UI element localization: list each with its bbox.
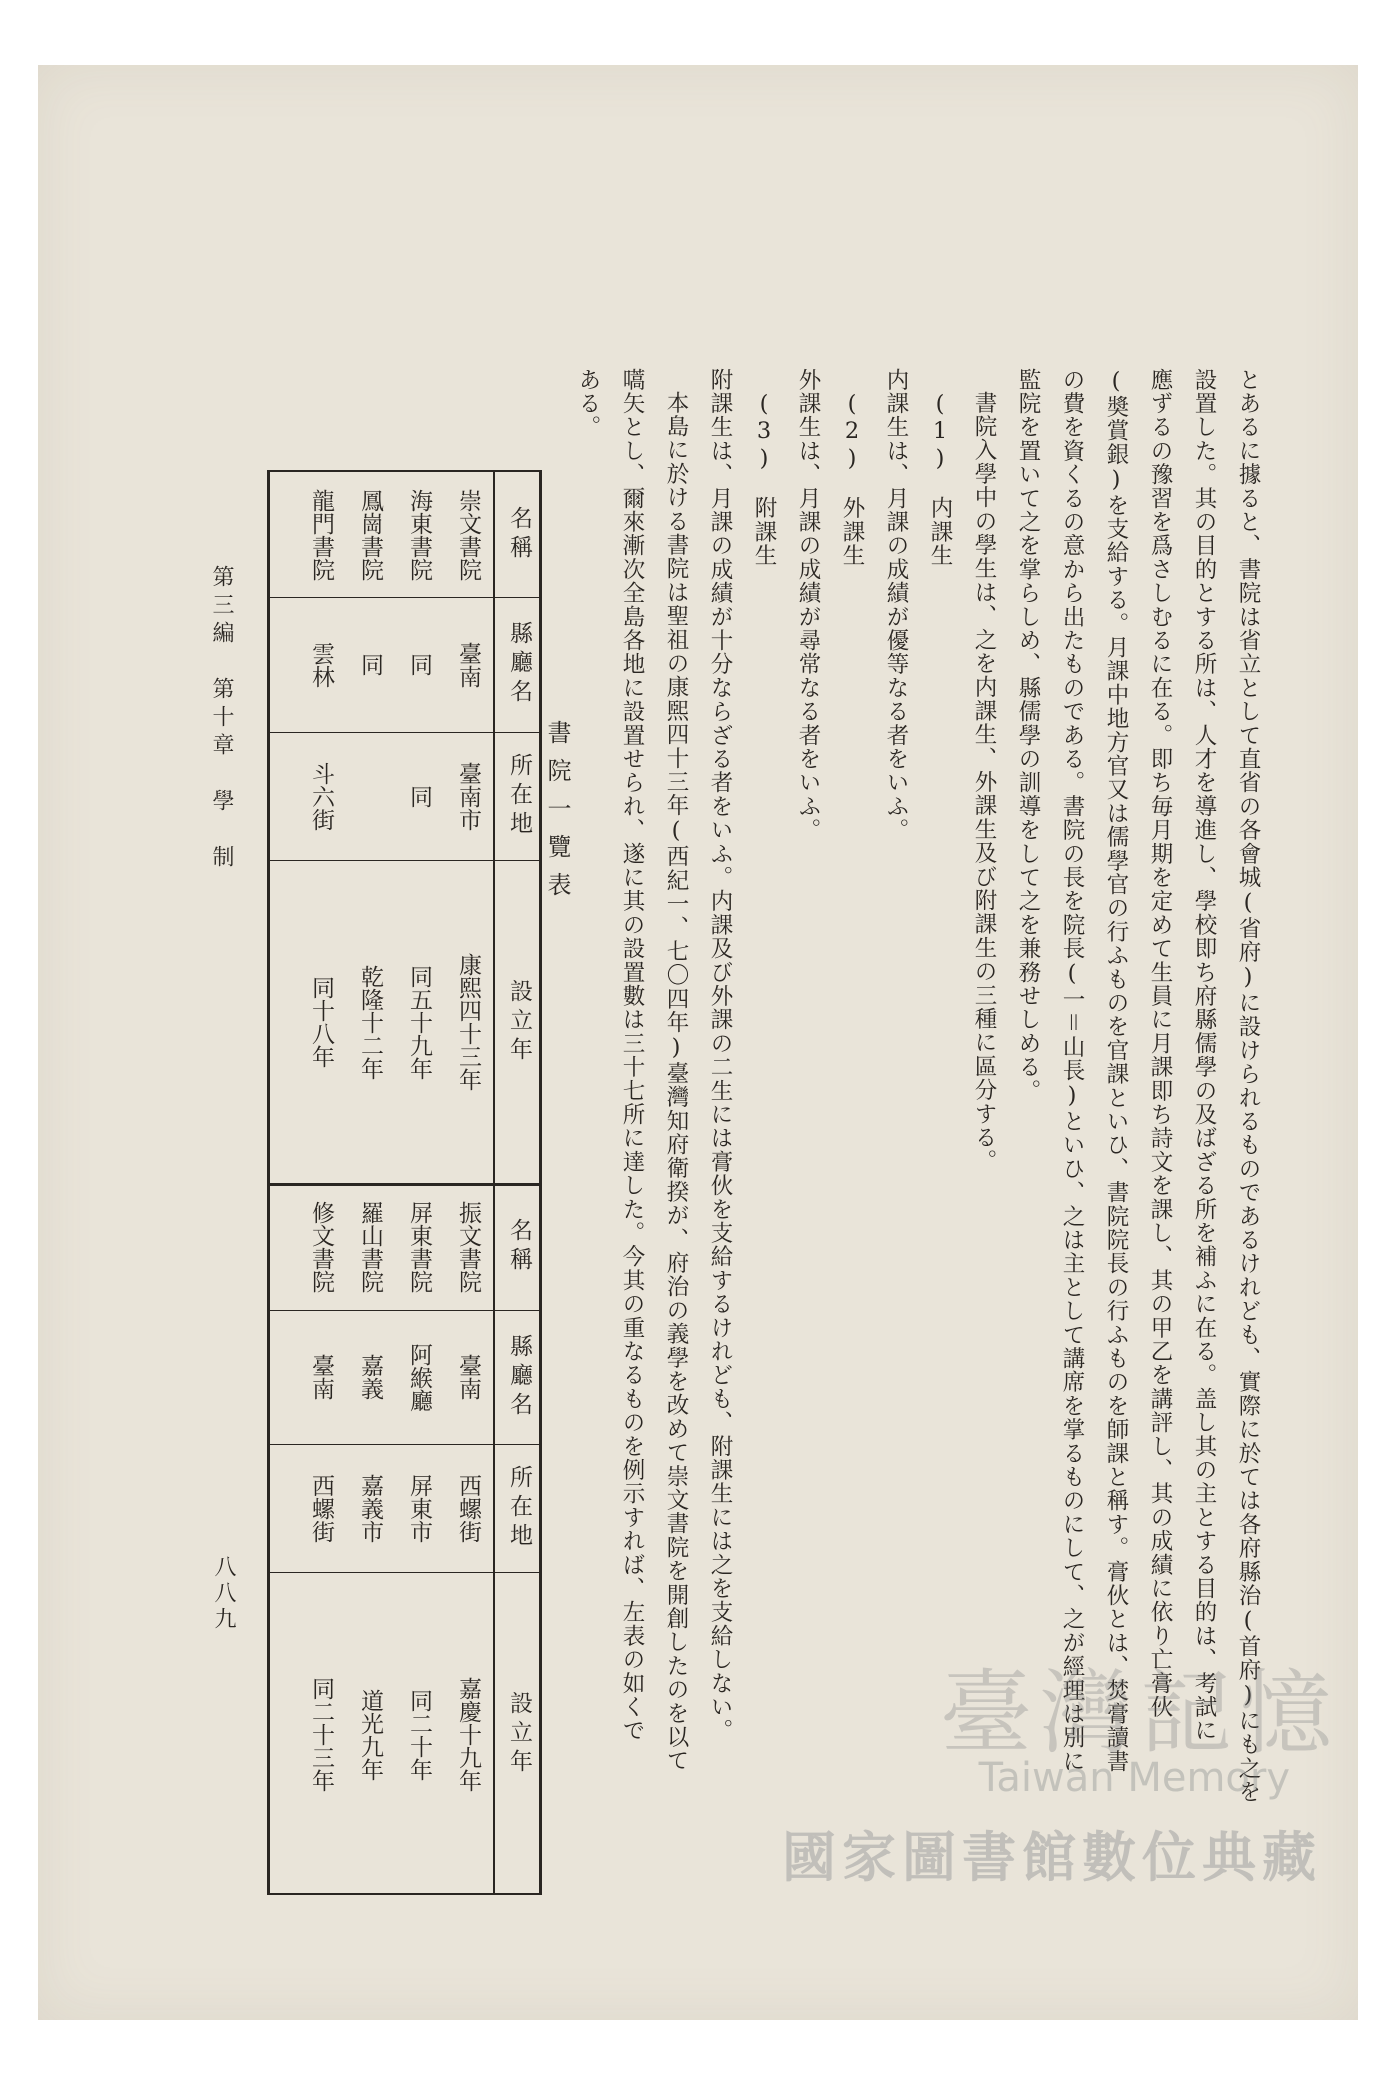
body-line: 外課生は、月課の成績が尋常なる者をいふ。: [795, 368, 821, 842]
table-cell: 臺南: [455, 1354, 481, 1400]
table-cell: 屏東書院: [406, 1201, 432, 1293]
body-line: とあるに據ると、書院は省立として直省の各會城(省府)に設けられるものであるけれども、實際に於ては各府縣治(首府)にも之を: [1235, 368, 1261, 1804]
body-line: (1) 内課生: [927, 391, 953, 568]
table-cell: 阿緱廳: [406, 1342, 432, 1412]
table-cell: 西螺街: [455, 1473, 481, 1543]
body-line: 内課生は、月課の成績が優等なる者をいふ。: [883, 368, 909, 842]
body-line: の費を資くるの意から出たものである。書院の長を院長(一＝山長)といひ、之は主として講席を掌るものにして、之が經理は別に: [1059, 368, 1085, 1774]
running-header-chapter: 第三編 第十章 學 制: [209, 565, 234, 873]
watermark-subtitle: 國家圖書館數位典藏: [782, 1826, 1322, 1889]
table-cell: 設立年: [506, 978, 532, 1066]
table-cell: 道光九年: [357, 1688, 383, 1781]
table-cell: 鳳崗書院: [357, 488, 383, 581]
watermark-english: Taiwan Memory: [978, 1755, 1290, 1801]
body-line: 附課生は、月課の成績が十分ならざる者をいふ。内課及び外課の二生には膏伙を支給するけれども、附課生には之を支給しない。: [707, 368, 733, 1743]
watermark-logo: 臺灣記憶: [939, 1660, 1340, 1767]
table-cell: 海東書院: [406, 488, 432, 581]
table-cell: 屏東市: [406, 1473, 432, 1543]
table-cell: 臺南: [308, 1354, 334, 1400]
table-cell: 同十八年: [308, 976, 334, 1068]
table-title: 書院一覽表: [543, 720, 571, 910]
table-cell: 同: [406, 653, 432, 676]
table-cell: 名稱: [506, 1218, 532, 1276]
table-cell: 嘉慶十九年: [455, 1677, 481, 1792]
table-cell: 羅山書院: [357, 1201, 383, 1293]
table-cell: 同: [357, 653, 383, 676]
table-cell: 同五十九年: [406, 964, 432, 1080]
table-cell: 同二十年: [406, 1688, 432, 1781]
table-cell: 嘉義: [357, 1354, 383, 1400]
body-line: 設置した。其の目的とする所は、人才を導進し、學校即ち府縣儒學の及ばざる所を補ふに在る。盖し其の主とする目的は、考試に: [1191, 368, 1217, 1743]
table-cell: 同: [406, 784, 432, 808]
table-cell: 名稱: [506, 505, 532, 564]
table-cell: 雲林: [308, 641, 334, 688]
table-cell: 振文書院: [455, 1201, 481, 1293]
table-cell: 西螺街: [308, 1473, 334, 1543]
table-cell: 同二十三年: [308, 1677, 334, 1792]
table-cell: 所在地: [506, 752, 532, 840]
table-cell: 斗六街: [308, 761, 334, 831]
page-number: 八八九: [211, 1555, 236, 1633]
table-cell: 設立年: [506, 1691, 532, 1778]
body-line: 嚆矢とし、爾來漸次全島各地に設置せられ、遂に其の設置數は三十七所に達した。今其の重なるものを例示すれば、左表の如くで: [619, 368, 645, 1743]
table-cell: 嘉義市: [357, 1473, 383, 1543]
table-cell: 康熙四十三年: [455, 953, 481, 1091]
table-cell: 崇文書院: [455, 488, 481, 581]
body-line: 監院を置いて之を掌らしめ、縣儒學の訓導をして之を兼務せしめる。: [1015, 368, 1041, 1103]
body-line: 書院入學中の學生は、之を内課生、外課生及び附課生の三種に區分する。: [971, 391, 997, 1174]
body-line: 應ずるの豫習を爲さしむるに在る。即ち毎月期を定めて生員に月課即ち詩文を課し、其の甲乙を講評し、其の成績に依り亡膏伙: [1147, 368, 1173, 1719]
table-cell: 臺南市: [455, 761, 481, 831]
table-cell: 修文書院: [308, 1201, 334, 1293]
table-cell: 縣廳名: [506, 1333, 532, 1421]
body-line: 本島に於ける書院は聖祖の康煕四十三年(西紀一、七〇四年)臺灣知府衛揆が、府治の義學を改めて崇文書院を開創したのを以て: [663, 391, 689, 1773]
table-cell: 所在地: [506, 1464, 532, 1552]
table-cell: 乾隆十二年: [357, 964, 383, 1080]
body-line: (2) 外課生: [839, 391, 865, 568]
academy-table: [267, 470, 542, 1895]
body-line: (奬賞銀)を支給する。月課中地方官又は儒學官の行ふものを官課といひ、書院院長の行ふものを師課と稱す。膏伙とは、焚膏讀書: [1103, 368, 1129, 1774]
table-cell: 臺南: [455, 641, 481, 688]
table-cell: 縣廳名: [506, 621, 532, 708]
table-cell: 龍門書院: [308, 488, 334, 581]
body-line: ある。: [575, 368, 601, 440]
body-line: (3) 附課生: [751, 391, 777, 568]
